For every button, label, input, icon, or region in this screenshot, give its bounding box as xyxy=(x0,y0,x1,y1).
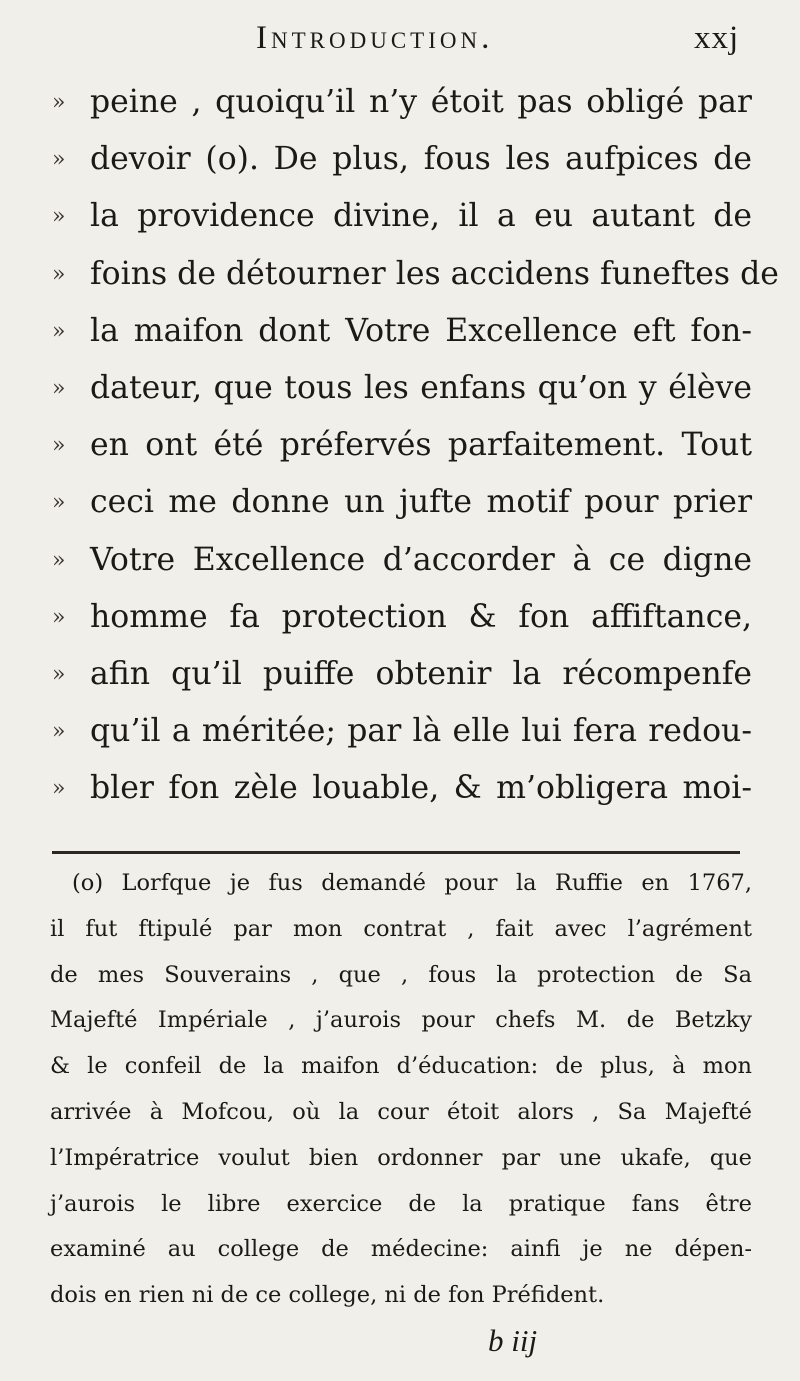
quote-mark: » xyxy=(52,261,66,287)
footnote-line: arrivée à Mofcou, où la cour étoit alors , Sa Majefté xyxy=(50,1098,752,1125)
quote-mark: » xyxy=(52,318,66,344)
line-text: dateur, que tous les enfans qu’on y élève xyxy=(90,369,752,406)
text-line xyxy=(52,360,752,417)
text-line xyxy=(52,188,752,245)
line-text: homme fa protection & fon affiftance, xyxy=(90,598,752,635)
quote-mark: » xyxy=(52,719,66,745)
text-line xyxy=(52,131,752,188)
line-text: bler fon zèle louable, & m’obligera moi- xyxy=(90,770,752,807)
text-line xyxy=(52,703,752,760)
text-line xyxy=(52,246,779,303)
line-text: la providence divine, il a eu autant de xyxy=(90,198,752,235)
text-line xyxy=(52,417,752,474)
footnote-line: l’Impératrice voulut bien ordonner par une ukafe, que xyxy=(50,1144,752,1171)
footnote-line: Majefté Impériale , j’aurois pour chefs M. de Betzky xyxy=(50,1007,752,1034)
footnote-line: (o) Lorfque je fus demandé pour la Ruffie en 1767, xyxy=(72,870,752,896)
footnote-line: examiné au college de médecine: ainfi je ne dépen- xyxy=(50,1236,752,1263)
quote-mark: » xyxy=(52,90,66,115)
line-text: foins de détourner les accidens funeftes de xyxy=(90,255,779,292)
footnote-rule xyxy=(52,851,740,854)
text-line xyxy=(52,589,752,646)
quote-mark: » xyxy=(52,375,66,401)
text-line xyxy=(52,474,752,531)
footnote-line: & le confeil de la maifon d’éducation: de plus, à mon xyxy=(50,1053,752,1080)
page-header xyxy=(0,14,800,58)
quote-mark: » xyxy=(52,547,66,573)
footnote-line: il fut ftipulé par mon contrat , fait avec l’agrément xyxy=(50,915,752,942)
signature-mark: b iij xyxy=(488,1323,538,1358)
line-text: Votre Excellence d’accorder à ce digne xyxy=(90,541,752,578)
text-line xyxy=(52,303,752,360)
line-text: qu’il a méritée; par là elle lui fera redou- xyxy=(90,713,752,750)
quote-mark: » xyxy=(52,490,66,516)
text-line xyxy=(52,760,752,817)
line-text: ceci me donne un jufte motif pour prier xyxy=(90,484,752,521)
quote-mark: » xyxy=(52,604,66,630)
running-head: Introduction. xyxy=(256,20,494,56)
text-line xyxy=(52,646,752,703)
line-text: peine , quoiqu’il n’y étoit pas obligé par xyxy=(90,84,752,120)
line-text: afin qu’il puiffe obtenir la récompenfe xyxy=(90,655,752,692)
quote-mark: » xyxy=(52,147,66,173)
quote-mark: » xyxy=(52,204,66,230)
quote-mark: » xyxy=(52,661,66,687)
text-line xyxy=(52,532,752,589)
main-text xyxy=(52,74,779,817)
footnote-line: dois en rien ni de ce college, ni de fon Préfident. xyxy=(50,1282,605,1309)
line-text: en ont été préfervés parfaitement. Tout xyxy=(90,427,752,464)
quote-mark: » xyxy=(52,776,66,802)
page-number: xxj xyxy=(694,20,740,56)
line-text: la maifon dont Votre Excellence eft fon- xyxy=(90,312,752,349)
line-text: devoir (o). De plus, fous les aufpices de xyxy=(90,141,752,178)
quote-mark: » xyxy=(52,433,66,459)
text-line xyxy=(52,74,752,131)
footnote-line: de mes Souverains , que , fous la protection de Sa xyxy=(50,961,752,988)
footnote-line: j’aurois le libre exercice de la pratique fans être xyxy=(50,1190,752,1217)
footnote xyxy=(50,861,752,1319)
